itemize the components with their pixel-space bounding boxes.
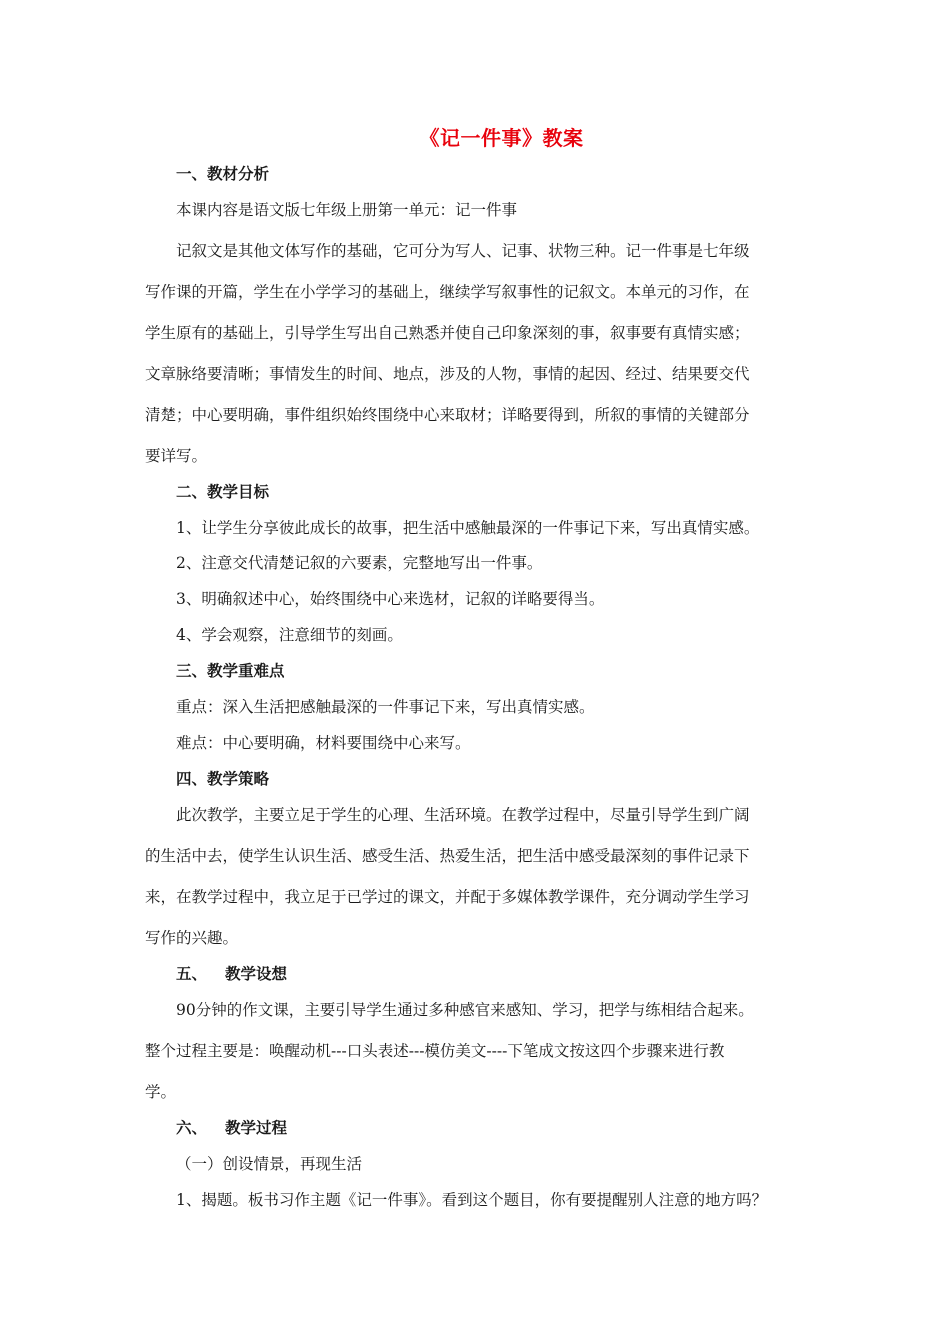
paragraph-line: 此次教学，主要立足于学生的心理、生活环境。在教学过程中，尽量引导学生到广阔 [176, 806, 750, 824]
section-heading-2: 二、教学目标 [176, 483, 270, 501]
paragraph-line: 清楚；中心要明确，事件组织始终围绕中心来取材；详略要得到，所叙的事情的关键部分 [145, 406, 750, 424]
document-title: 《记一件事》教案 [419, 126, 584, 150]
paragraph-line: 记叙文是其他文体写作的基础，它可分为写人、记事、状物三种。记一件事是七年级 [176, 242, 750, 260]
list-item: 2、注意交代清楚记叙的六要素，完整地写出一件事。 [176, 554, 543, 572]
subsection-heading: （一）创设情景，再现生活 [176, 1155, 363, 1173]
paragraph-line: 的生活中去，使学生认识生活、感受生活、热爱生活，把生活中感受最深刻的事件记录下 [145, 847, 750, 865]
paragraph-line: 整个过程主要是：唤醒动机---口头表述---模仿美文----下笔成文按这四个步骤来进行教 [145, 1042, 725, 1060]
paragraph-line: 写作课的开篇，学生在小学学习的基础上，继续学写叙事性的记叙文。本单元的习作，在 [145, 283, 750, 301]
section-number: 六、 [176, 1119, 208, 1137]
paragraph-line: 90分钟的作文课，主要引导学生通过多种感官来感知、学习，把学与练相结合起来。 [176, 1001, 754, 1019]
paragraph-line: 要详写。 [145, 447, 208, 465]
list-item: 1、揭题。板书习作主题《记一件事》。看到这个题目，你有要提醒别人注意的地方吗？ [176, 1191, 768, 1209]
paragraph-line: 来，在教学过程中，我立足于已学过的课文，并配于多媒体教学课件，充分调动学生学习 [145, 888, 750, 906]
section-heading-1: 一、教材分析 [176, 165, 270, 183]
section-heading-4: 四、教学策略 [176, 770, 270, 788]
section-heading-6 [176, 1118, 287, 1138]
paragraph-line: 学生原有的基础上，引导学生写出自己熟悉并使自己印象深刻的事，叙事要有真情实感； [145, 324, 750, 342]
key-point: 重点：深入生活把感触最深的一件事记下来，写出真情实感。 [176, 698, 595, 716]
paragraph-line: 本课内容是语文版七年级上册第一单元：记一件事 [176, 201, 518, 219]
section-label: 教学过程 [225, 1119, 288, 1137]
section-heading-3: 三、教学重难点 [176, 662, 285, 680]
list-item: 4、学会观察，注意细节的刻画。 [176, 626, 403, 644]
paragraph-line: 文章脉络要清晰；事情发生的时间、地点，涉及的人物，事情的起因、经过、结果要交代 [145, 365, 750, 383]
paragraph-line: 写作的兴趣。 [145, 929, 239, 947]
list-item: 3、明确叙述中心，始终围绕中心来选材，记叙的详略要得当。 [176, 590, 605, 608]
section-number: 五、 [176, 965, 208, 983]
section-label: 教学设想 [225, 965, 288, 983]
difficult-point: 难点：中心要明确，材料要围绕中心来写。 [176, 734, 471, 752]
list-item: 1、让学生分享彼此成长的故事，把生活中感触最深的一件事记下来，写出真情实感。 [176, 519, 760, 537]
paragraph-line: 学。 [145, 1083, 177, 1101]
section-heading-5 [176, 964, 287, 984]
